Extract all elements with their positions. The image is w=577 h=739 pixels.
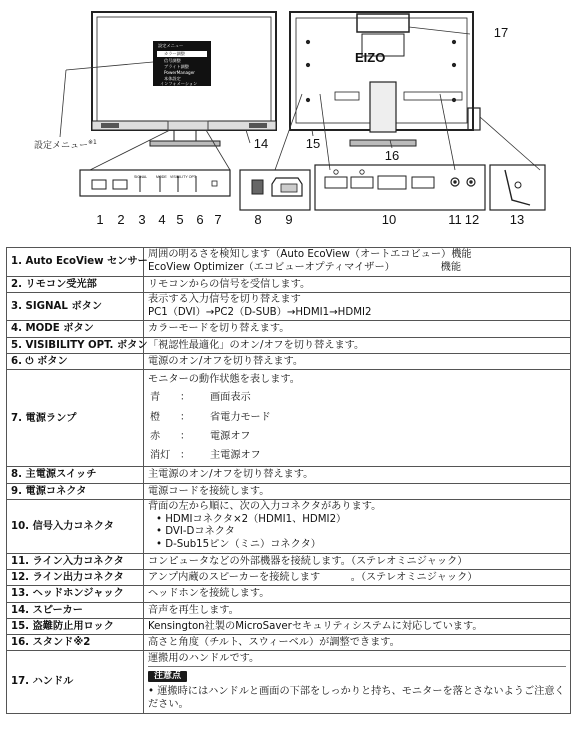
- part-name: 7. 電源ランプ: [7, 370, 144, 467]
- part-description: モニターの動作状態を表します。 青 ： 画面表示 橙 ： 省電力モード 赤 ： 電源オフ 消灯 ： 主電源オフ: [144, 370, 571, 467]
- callout-number: 2: [117, 212, 125, 227]
- front-buttons-panel: [80, 170, 230, 196]
- mode-button-label: MODE: [156, 175, 167, 179]
- part-name: 15. 盗難防止用ロック: [7, 618, 144, 634]
- osd-menu-item: カラー調整: [164, 51, 185, 56]
- table-row: [7, 370, 571, 467]
- table-row: [7, 635, 571, 651]
- callout-number: 11: [448, 212, 462, 227]
- osd-menu-title: 設定メニュー: [158, 43, 184, 48]
- osd-menu-item: ブライト調整: [164, 64, 189, 69]
- table-row: [7, 292, 571, 321]
- table-row: [7, 586, 571, 602]
- table-row: [7, 248, 571, 277]
- part-name: 16. スタンド※2: [7, 635, 144, 651]
- callout-number: 4: [158, 212, 166, 227]
- part-description: ヘッドホンを接続します。: [144, 586, 571, 602]
- table-row: [7, 353, 571, 369]
- part-name: 3. SIGNAL ボタン: [7, 292, 144, 321]
- table-row: [7, 553, 571, 569]
- osd-menu-item: インフォメーション: [160, 81, 198, 86]
- caution-text: • 運搬時にはハンドルと画面の下部をしっかりと持ち、モニターを落とさないようご注意ください。: [148, 686, 565, 711]
- part-description: リモコンからの信号を受信します。: [144, 276, 571, 292]
- callout-number: 9: [285, 212, 293, 227]
- part-name: 13. ヘッドホンジャック: [7, 586, 144, 602]
- visibility-opt-button-label: VISIBILITY OPT.: [170, 175, 197, 179]
- part-description: 「視認性最適化」のオン/オフを切り替えます。: [144, 337, 571, 353]
- callout-number: 7: [214, 212, 222, 227]
- part-name: 14. スピーカー: [7, 602, 144, 618]
- callout-number: 17: [493, 25, 509, 40]
- osd-menu-item: PowerManager: [164, 70, 196, 75]
- osd-menu-item: 本体設定: [164, 76, 181, 81]
- part-description: Kensington社製のMicroSaverセキュリティシステムに対応しています。: [144, 618, 571, 634]
- part-name: 2. リモコン受光部: [7, 276, 144, 292]
- callout-number: 6: [196, 212, 204, 227]
- power-panel: [240, 170, 310, 210]
- brand-logo: EIZO: [355, 50, 386, 65]
- headphone-panel: [490, 165, 545, 210]
- part-name: 4. MODE ボタン: [7, 321, 144, 337]
- part-name: 10. 信号入力コネクタ: [7, 499, 144, 553]
- callout-number: 10: [381, 212, 397, 227]
- part-name: 8. 主電源スイッチ: [7, 467, 144, 483]
- table-row: [7, 467, 571, 483]
- part-name: 17. ハンドル: [7, 651, 144, 713]
- table-row: [7, 483, 571, 499]
- part-name: 12. ライン出力コネクタ: [7, 570, 144, 586]
- part-name: 6. ⏻ ボタン: [7, 353, 144, 369]
- part-description: 運搬用のハンドルです。 注意点 • 運搬時にはハンドルと画面の下部をしっかりと持ち、モニターを落とさないようご注意ください。: [144, 651, 571, 713]
- table-row: [7, 602, 571, 618]
- table-row: [7, 618, 571, 634]
- part-description: 周囲の明るさを検知します（Auto EcoView（オートエコビュー）機能 EcoView Optimizer（エコビューオプティマイザー） 機能: [144, 248, 571, 277]
- part-description: 表示する入力信号を切り替えます PC1（DVI）→PC2（D-SUB）→HDMI1→HDMI2: [144, 292, 571, 321]
- callout-number: 13: [509, 212, 525, 227]
- signal-button-label: SIGNAL: [134, 175, 148, 179]
- part-description: 音声を再生します。: [144, 602, 571, 618]
- callout-number: 5: [176, 212, 184, 227]
- parts-description-table: [6, 247, 571, 714]
- part-description: 電源コードを接続します。: [144, 483, 571, 499]
- part-description: アンプ内蔵のスピーカーを接続します 。（ステレオミニジャック）: [144, 570, 571, 586]
- caution-badge: 注意点: [148, 671, 187, 683]
- callout-number: 1: [96, 212, 104, 227]
- settings-menu-callout: 設定メニュー$^{※1}$: [34, 139, 97, 151]
- callout-number: 14: [253, 136, 269, 151]
- osd-menu-item: 信号調整: [164, 58, 181, 63]
- callout-number: 15: [305, 136, 321, 151]
- callout-number: 16: [384, 148, 400, 163]
- callout-number: 8: [254, 212, 262, 227]
- part-description: コンピュータなどの外部機器を接続します。（ステレオミニジャック）: [144, 553, 571, 569]
- product-diagram: [0, 0, 577, 232]
- part-description: 高さと角度（チルト、スウィーベル）が調整できます。: [144, 635, 571, 651]
- table-row: [7, 651, 571, 713]
- part-description: 主電源のオン/オフを切り替えます。: [144, 467, 571, 483]
- part-description: カラーモードを切り替えます。: [144, 321, 571, 337]
- table-row: [7, 321, 571, 337]
- table-row: [7, 337, 571, 353]
- callout-number: 12: [464, 212, 480, 227]
- part-name: 1. Auto EcoView センサー: [7, 248, 144, 277]
- callout-number: 3: [138, 212, 146, 227]
- diagram-drawing: [0, 0, 577, 232]
- part-name: 5. VISIBILITY OPT. ボタン: [7, 337, 144, 353]
- table-row: [7, 499, 571, 553]
- table-row: [7, 570, 571, 586]
- table-row: [7, 276, 571, 292]
- signal-input-panel: [315, 165, 485, 210]
- part-name: 11. ライン入力コネクタ: [7, 553, 144, 569]
- part-description: 電源のオン/オフを切り替えます。: [144, 353, 571, 369]
- part-name: 9. 電源コネクタ: [7, 483, 144, 499]
- part-description: 背面の左から順に、次の入力コネクタがあります。 • HDMIコネクタ×2（HDMI1、HDMI2） • DVI-Dコネクタ • D-Sub15ピン（ミニ）コネクタ）: [144, 499, 571, 553]
